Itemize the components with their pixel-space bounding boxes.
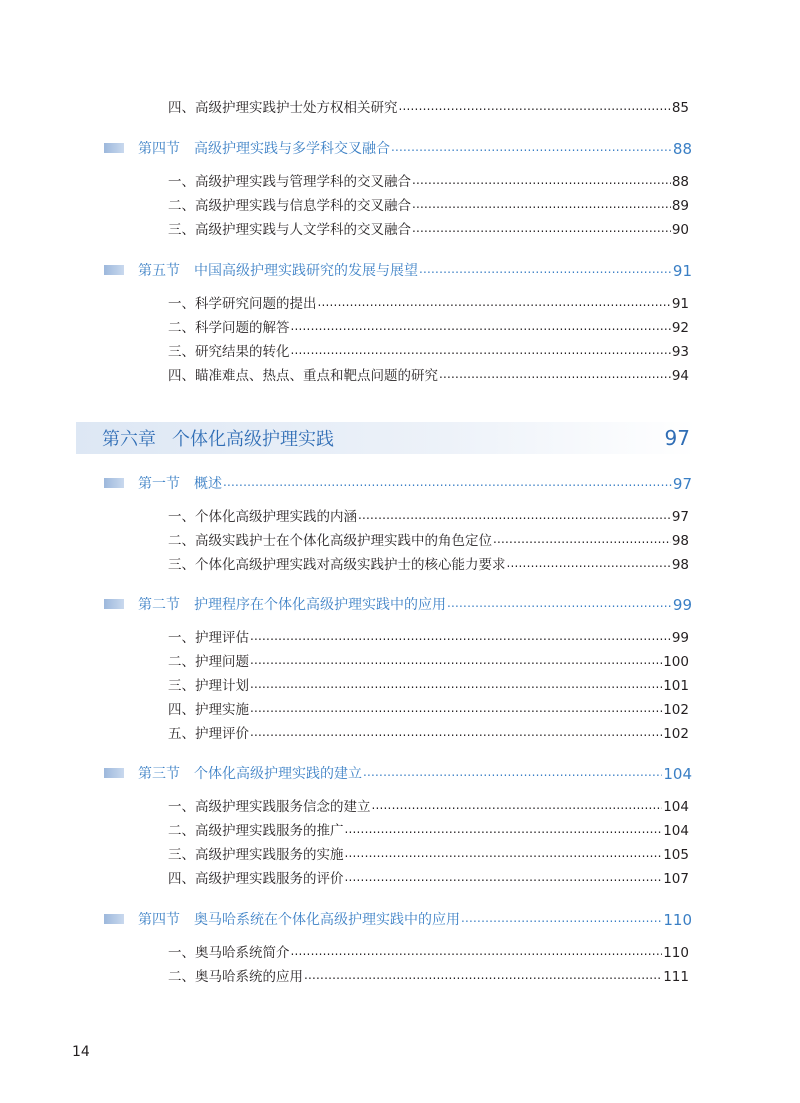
section-page: 99 bbox=[672, 596, 692, 614]
toc-item[interactable] bbox=[168, 505, 689, 525]
toc-item-page: 100 bbox=[663, 654, 689, 670]
section-number: 第一节 bbox=[138, 476, 180, 492]
toc-item[interactable] bbox=[168, 698, 689, 718]
section-page: 104 bbox=[663, 765, 692, 783]
leader-dots bbox=[439, 368, 671, 382]
section-title: 奥马哈系统在个体化高级护理实践中的应用 bbox=[194, 912, 460, 928]
leader-dots bbox=[358, 509, 671, 523]
toc-item-page: 98 bbox=[671, 533, 689, 549]
toc-item[interactable] bbox=[168, 529, 689, 549]
toc-item-page: 99 bbox=[671, 630, 689, 646]
leader-dots bbox=[291, 344, 671, 358]
leader-dots bbox=[363, 766, 662, 780]
section-title: 个体化高级护理实践的建立 bbox=[194, 766, 362, 782]
leader-dots bbox=[223, 476, 672, 490]
leader-dots bbox=[391, 141, 672, 155]
toc-item[interactable] bbox=[168, 218, 689, 238]
toc-item-label: 一、个体化高级护理实践的内涵 bbox=[168, 509, 357, 525]
toc-item-label: 三、高级护理实践与人文学科的交叉融合 bbox=[168, 222, 411, 238]
leader-dots bbox=[345, 847, 663, 861]
toc-item[interactable] bbox=[168, 965, 689, 985]
toc-item-label: 二、高级护理实践与信息学科的交叉融合 bbox=[168, 198, 411, 214]
toc-item[interactable] bbox=[168, 650, 689, 670]
toc-item[interactable] bbox=[168, 722, 689, 742]
section-marker-icon bbox=[104, 914, 124, 924]
toc-item-label: 二、护理问题 bbox=[168, 654, 249, 670]
section-marker-icon bbox=[104, 599, 124, 609]
toc-item[interactable] bbox=[168, 364, 689, 384]
toc-item-page: 89 bbox=[671, 198, 689, 214]
toc-item-label: 二、奥马哈系统的应用 bbox=[168, 969, 303, 985]
leader-dots bbox=[345, 871, 663, 885]
toc-item-label: 一、护理评估 bbox=[168, 630, 249, 646]
leader-dots bbox=[291, 945, 663, 959]
toc-item-label: 四、高级护理实践服务的评价 bbox=[168, 871, 344, 887]
toc-item-page: 92 bbox=[671, 320, 689, 336]
leader-dots bbox=[412, 198, 671, 212]
toc-item-page: 94 bbox=[671, 368, 689, 384]
toc-item[interactable] bbox=[168, 170, 689, 190]
toc-item[interactable] bbox=[168, 626, 689, 646]
toc-item[interactable] bbox=[168, 292, 689, 312]
leader-dots bbox=[507, 557, 671, 571]
toc-item-label: 五、护理评价 bbox=[168, 726, 249, 742]
toc-item-page: 85 bbox=[671, 100, 689, 116]
toc-item-label: 四、护理实施 bbox=[168, 702, 249, 718]
toc-item-page: 104 bbox=[663, 823, 689, 839]
toc-item-label: 四、瞄准难点、热点、重点和靶点问题的研究 bbox=[168, 368, 438, 384]
toc-section[interactable] bbox=[104, 909, 692, 929]
leader-dots bbox=[291, 320, 671, 334]
section-page: 91 bbox=[672, 262, 692, 280]
toc-item-label: 二、科学问题的解答 bbox=[168, 320, 290, 336]
toc-item-label: 三、研究结果的转化 bbox=[168, 344, 290, 360]
leader-dots bbox=[250, 630, 671, 644]
toc-item-label: 三、高级护理实践服务的实施 bbox=[168, 847, 344, 863]
section-page: 97 bbox=[672, 475, 692, 493]
toc-item-label: 三、护理计划 bbox=[168, 678, 249, 694]
leader-dots bbox=[461, 912, 662, 926]
section-marker-icon bbox=[104, 768, 124, 778]
toc-item-page: 98 bbox=[671, 557, 689, 573]
leader-dots bbox=[372, 799, 663, 813]
chapter-number: 第六章 bbox=[102, 429, 156, 450]
toc-item-page: 105 bbox=[663, 847, 689, 863]
toc-item-label: 一、高级护理实践服务信念的建立 bbox=[168, 799, 371, 815]
page-number: 14 bbox=[72, 1044, 90, 1060]
toc-item[interactable] bbox=[168, 843, 689, 863]
toc-item[interactable] bbox=[168, 867, 689, 887]
toc-section[interactable] bbox=[104, 473, 692, 493]
section-number: 第四节 bbox=[138, 912, 180, 928]
toc-item-page: 88 bbox=[671, 174, 689, 190]
section-title: 中国高级护理实践研究的发展与展望 bbox=[194, 263, 418, 279]
toc-item-label: 一、高级护理实践与管理学科的交叉融合 bbox=[168, 174, 411, 190]
section-marker-icon bbox=[104, 478, 124, 488]
leader-dots bbox=[250, 654, 662, 668]
section-number: 第二节 bbox=[138, 597, 180, 613]
toc-item[interactable] bbox=[168, 674, 689, 694]
toc-item-label: 四、高级护理实践护士处方权相关研究 bbox=[168, 100, 398, 116]
section-page: 88 bbox=[672, 140, 692, 158]
toc-item[interactable] bbox=[168, 795, 689, 815]
toc-item[interactable] bbox=[168, 316, 689, 336]
chapter-page: 97 bbox=[664, 426, 690, 450]
leader-dots bbox=[493, 533, 671, 547]
section-title: 概述 bbox=[194, 476, 222, 492]
section-number: 第五节 bbox=[138, 263, 180, 279]
toc-item-page: 107 bbox=[663, 871, 689, 887]
leader-dots bbox=[250, 726, 662, 740]
leader-dots bbox=[399, 100, 671, 114]
chapter-heading[interactable] bbox=[76, 422, 696, 454]
leader-dots bbox=[304, 969, 662, 983]
toc-item[interactable] bbox=[168, 340, 689, 360]
toc-item-page: 90 bbox=[671, 222, 689, 238]
toc-item-label: 三、个体化高级护理实践对高级实践护士的核心能力要求 bbox=[168, 557, 506, 573]
toc-item-page: 97 bbox=[671, 509, 689, 525]
leader-dots bbox=[412, 174, 671, 188]
toc-item[interactable] bbox=[168, 96, 689, 116]
chapter-title: 个体化高级护理实践 bbox=[172, 429, 334, 450]
toc-item[interactable] bbox=[168, 941, 689, 961]
toc-item-page: 102 bbox=[663, 702, 689, 718]
toc-item-page: 111 bbox=[663, 969, 689, 985]
toc-item-label: 二、高级护理实践服务的推广 bbox=[168, 823, 344, 839]
toc-section[interactable] bbox=[104, 763, 692, 783]
leader-dots bbox=[447, 597, 672, 611]
toc-item-page: 104 bbox=[663, 799, 689, 815]
section-title: 高级护理实践与多学科交叉融合 bbox=[194, 141, 390, 157]
toc-item-label: 一、科学研究问题的提出 bbox=[168, 296, 317, 312]
toc-item-page: 102 bbox=[663, 726, 689, 742]
toc-item-page: 101 bbox=[663, 678, 689, 694]
leader-dots bbox=[412, 222, 671, 236]
section-marker-icon bbox=[104, 265, 124, 275]
toc-section[interactable] bbox=[104, 594, 692, 614]
toc-item-page: 91 bbox=[671, 296, 689, 312]
toc-section[interactable] bbox=[104, 260, 692, 280]
section-marker-icon bbox=[104, 143, 124, 153]
toc-section[interactable] bbox=[104, 138, 692, 158]
section-title: 护理程序在个体化高级护理实践中的应用 bbox=[194, 597, 446, 613]
toc-item-page: 110 bbox=[663, 945, 689, 961]
toc-item[interactable] bbox=[168, 553, 689, 573]
toc-item-label: 一、奥马哈系统简介 bbox=[168, 945, 290, 961]
leader-dots bbox=[419, 263, 672, 277]
toc-item-page: 93 bbox=[671, 344, 689, 360]
section-number: 第四节 bbox=[138, 141, 180, 157]
toc-item[interactable] bbox=[168, 819, 689, 839]
toc-item[interactable] bbox=[168, 194, 689, 214]
section-number: 第三节 bbox=[138, 766, 180, 782]
toc-item-label: 二、高级实践护士在个体化高级护理实践中的角色定位 bbox=[168, 533, 492, 549]
leader-dots bbox=[250, 702, 662, 716]
leader-dots bbox=[345, 823, 663, 837]
leader-dots bbox=[318, 296, 671, 310]
section-page: 110 bbox=[663, 911, 692, 929]
leader-dots bbox=[250, 678, 662, 692]
